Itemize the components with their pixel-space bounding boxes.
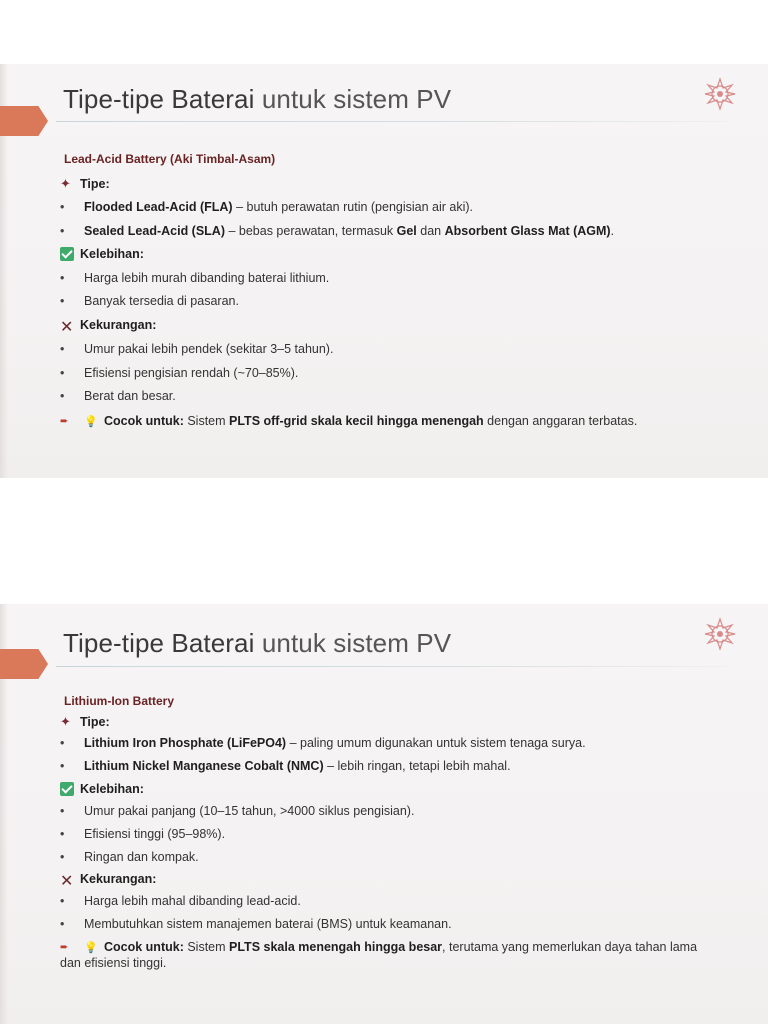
bullet: • — [60, 736, 65, 750]
lightbulb-icon: 💡 — [84, 416, 98, 428]
item-text: – butuh perawatan rutin (pengisian air aki). — [232, 200, 474, 214]
tipe-heading — [60, 714, 110, 730]
list-item — [60, 827, 225, 842]
bullet: • — [60, 759, 65, 773]
university-emblem-icon — [702, 616, 738, 652]
bullet: • — [60, 200, 65, 214]
list-item — [60, 759, 511, 774]
list-item — [60, 200, 473, 215]
item-text: Efisiensi tinggi (95–98%). — [84, 827, 226, 841]
title-main: Tipe-tipe Baterai — [63, 84, 255, 114]
item-bold: Sealed Lead-Acid (SLA) — [84, 224, 225, 238]
list-item — [60, 917, 452, 932]
item-text: Umur pakai lebih pendek (sekitar 3–5 tahun). — [84, 342, 334, 356]
kelebihan-label: Kelebihan: — [80, 782, 144, 796]
accent-tab — [0, 649, 48, 679]
list-item — [60, 804, 414, 819]
sparkle-icon: ✦ — [60, 714, 71, 729]
list-item — [60, 294, 239, 309]
item-text: – paling umum digunakan untuk sistem tenaga surya. — [286, 736, 586, 750]
lightbulb-icon: 💡 — [84, 942, 98, 954]
item-text: , terutama yang memerlukan daya tahan lama dan efisiensi tinggi. — [60, 940, 698, 970]
list-item — [60, 389, 176, 404]
list-item — [60, 224, 614, 239]
item-text: Sistem — [183, 940, 230, 954]
kekurangan-heading — [60, 872, 156, 889]
item-text: Membutuhkan sistem manajemen baterai (BMS) untuk keamanan. — [84, 917, 452, 931]
item-text: Harga lebih murah dibanding baterai lithium. — [84, 271, 330, 285]
list-item — [60, 342, 333, 357]
item-bold: PLTS skala menengah hingga besar — [229, 940, 443, 954]
slide-lead-acid — [0, 64, 768, 478]
bullet: • — [60, 827, 65, 841]
arrow-right-icon: ➨ — [60, 942, 69, 953]
bullet: • — [60, 224, 65, 238]
item-text: Efisiensi pengisian rendah (~70–85%). — [84, 366, 299, 380]
item-text: Sistem — [183, 414, 230, 428]
item-bold: Lithium Iron Phosphate (LiFePO4) — [84, 736, 287, 750]
list-item — [60, 366, 298, 381]
arrow-right-icon: ➨ — [60, 416, 69, 427]
bullet: • — [60, 366, 65, 380]
bullet: • — [60, 294, 65, 308]
item-text: – lebih ringan, tetapi lebih mahal. — [323, 759, 511, 773]
bullet: • — [60, 271, 65, 285]
kekurangan-label: Kekurangan: — [80, 872, 157, 886]
item-bold: Flooded Lead-Acid (FLA) — [84, 200, 233, 214]
check-box-icon — [60, 247, 74, 261]
bullet: • — [60, 389, 65, 403]
item-text: Berat dan besar. — [84, 389, 176, 403]
kekurangan-label: Kekurangan: — [80, 318, 157, 332]
page-title — [63, 84, 451, 115]
cocok-line — [60, 414, 637, 430]
item-text: Umur pakai panjang (10–15 tahun, >4000 siklus pengisian). — [84, 804, 415, 818]
item-text: – bebas perawatan, termasuk — [225, 224, 397, 238]
kelebihan-heading — [60, 782, 144, 797]
item-bold: Lithium Nickel Manganese Cobalt (NMC) — [84, 759, 324, 773]
slide-lithium-ion — [0, 604, 768, 1024]
item-text: . — [610, 224, 615, 238]
section-title: Lithium-Ion Battery — [64, 694, 174, 708]
kelebihan-label: Kelebihan: — [80, 247, 144, 261]
tipe-heading — [60, 176, 110, 192]
title-rest: untuk sistem PV — [261, 628, 452, 658]
kekurangan-heading — [60, 318, 156, 335]
list-item — [60, 736, 586, 751]
list-item — [60, 271, 329, 286]
page-title — [63, 628, 451, 659]
item-text: dengan anggaran terbatas. — [483, 414, 638, 428]
list-item — [60, 850, 199, 865]
item-bold: PLTS off-grid skala kecil hingga menengah — [229, 414, 484, 428]
tipe-label: Tipe: — [80, 715, 110, 729]
bullet: • — [60, 917, 65, 931]
bullet: • — [60, 804, 65, 818]
item-text: Ringan dan kompak. — [84, 850, 199, 864]
item-text: Banyak tersedia di pasaran. — [84, 294, 239, 308]
cross-icon: ✕ — [60, 319, 74, 336]
bullet: • — [60, 850, 65, 864]
title-main: Tipe-tipe Baterai — [63, 628, 255, 658]
title-rest: untuk sistem PV — [261, 84, 452, 114]
list-item — [60, 894, 301, 909]
item-bold: Gel — [396, 224, 417, 238]
check-box-icon — [60, 782, 74, 796]
cocok-line — [60, 940, 720, 971]
bullet: • — [60, 342, 65, 356]
title-divider — [56, 121, 728, 122]
section-title: Lead-Acid Battery (Aki Timbal-Asam) — [64, 152, 276, 166]
cocok-label: Cocok untuk: — [104, 414, 184, 428]
university-emblem-icon — [702, 76, 738, 112]
cross-icon: ✕ — [60, 873, 74, 890]
bullet: • — [60, 894, 65, 908]
title-divider — [56, 666, 728, 667]
kelebihan-heading — [60, 247, 144, 262]
item-text: Harga lebih mahal dibanding lead-acid. — [84, 894, 301, 908]
item-text: dan — [416, 224, 445, 238]
sparkle-icon: ✦ — [60, 176, 71, 191]
tipe-label: Tipe: — [80, 177, 110, 191]
cocok-label: Cocok untuk: — [104, 940, 184, 954]
accent-tab — [0, 106, 48, 136]
item-bold: Absorbent Glass Mat (AGM) — [444, 224, 611, 238]
